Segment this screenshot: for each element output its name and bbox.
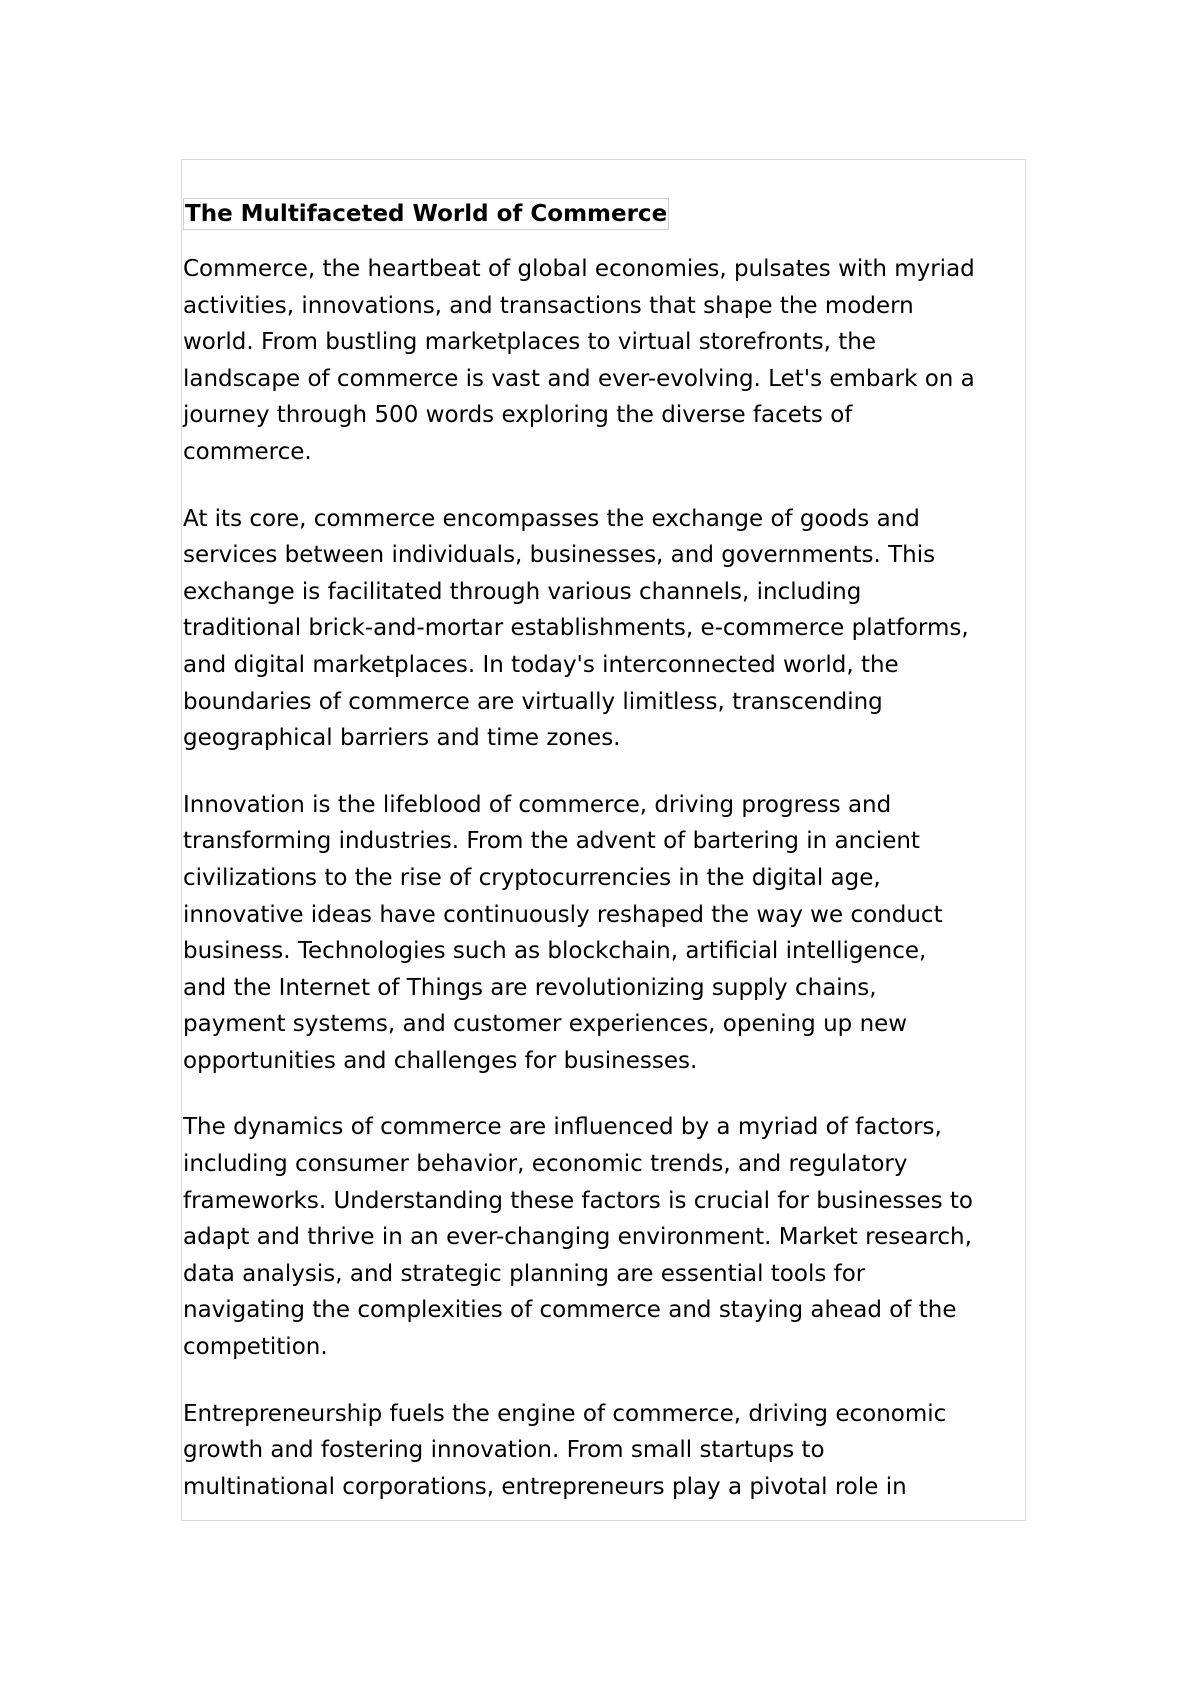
document-body [183,198,1026,1521]
paragraph-core: At its core, commerce encompasses the exchange of goods and services between individuals, businesses, and governments. This exchange is facilitated through various channels, including traditional brick-and-mortar establishments, e-commerce platforms, and digital marketplaces. In today's interconnected world, the boundaries of commerce are virtually limitless, transcending geographical barriers and time zones. [183,505,969,752]
document-title: The Multifaceted World of Commerce [183,198,669,230]
paragraph-dynamics: The dynamics of commerce are influenced by a myriad of factors, including consumer behavior, economic trends, and regulatory frameworks. Understanding these factors is crucial for businesses to adapt and thrive in an ever-changing environment. Market research, data analysis, and strategic planning are essential tools for navigating the complexities of commerce and staying ahead of the competition. [183,1114,974,1361]
document-page [181,159,1026,1521]
paragraph-intro: Commerce, the heartbeat of global economies, pulsates with myriad activities, innovations, and transactions that shape the modern world. From bustling marketplaces to virtual storefronts, the landscape of commerce is vast and ever-evolving. Let's embark on a journey through 500 words exploring the diverse facets of commerce. [183,256,975,465]
paragraph-entrepreneurship: Entrepreneurship fuels the engine of commerce, driving economic growth and fostering innovation. From small startups to multinational corporations, entrepreneurs play a pivotal role in [183,1400,947,1500]
paragraph-innovation: Innovation is the lifeblood of commerce, driving progress and transforming industries. From the advent of bartering in ancient civilizations to the rise of cryptocurrencies in the digital age, innovative ideas have continuously reshaped the way we conduct business. Technologies such as blockchain, artificial intelligence, and the Internet of Things are revolutionizing supply chains, payment systems, and customer experiences, opening up new opportunities and challenges for businesses. [183,791,943,1074]
